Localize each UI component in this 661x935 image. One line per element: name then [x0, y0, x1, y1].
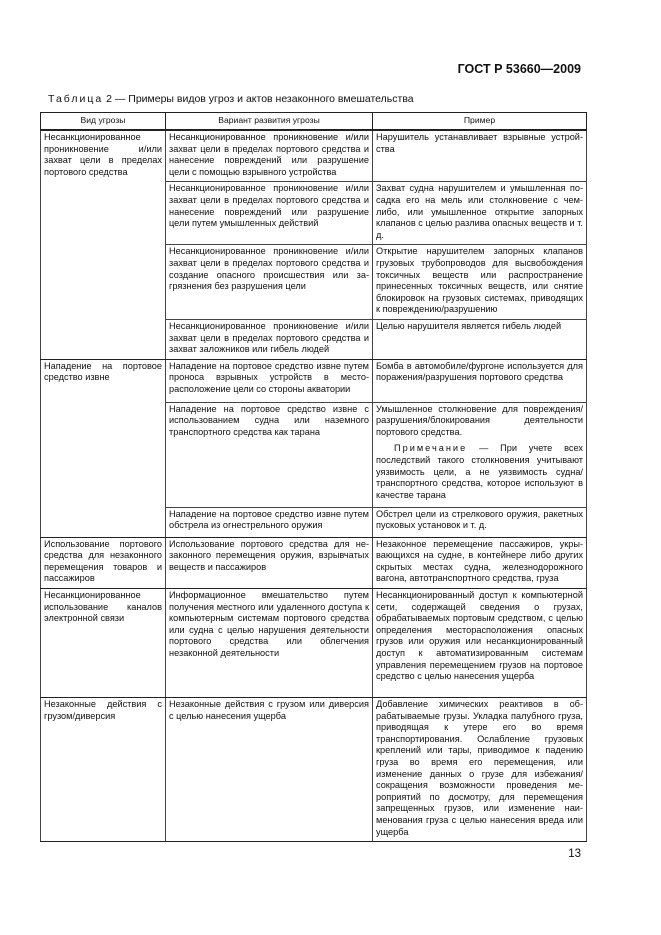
threat-type-cell: Несанкционированное использование каналов электронной связи: [41, 589, 166, 698]
note-text: — При учете всех последствий такого столкновения учитывают уязвимость цели, а не уязвимость судна/транспортного средства, которое используют в качестве тарана: [376, 443, 583, 500]
example-cell: Открытие нарушителем запорных клапанов грузовых трубопроводов для высвобождения токсичных веществ или распространение принесенных токсичных веществ, или снятие блокировок на грузовых системах, приводящих к повреждению/разрушению: [373, 245, 587, 320]
table-caption-label: Таблица: [48, 93, 104, 105]
variant-cell: Несанкционированное проникновение и/или захват цели в пределах портового средства и создание опасного происшествия или загрязнения без разрушения цели: [166, 245, 373, 320]
threat-type-cell: Нападение на портовое средство извне: [41, 359, 166, 537]
example-cell: [373, 402, 587, 507]
standard-designation: ГОСТ Р 53660—2009: [457, 62, 581, 76]
variant-cell: Нападение на портовое средство извне с использованием судна или наземного транспортного средства как тарана: [166, 402, 373, 507]
table-caption-title: — Примеры видов угроз и актов незаконного вмешательства: [114, 93, 414, 105]
example-cell: Обстрел цели из стрелкового оружия, ракетных пусковых установок и т. д.: [373, 507, 587, 537]
example-cell: Несанкционированный доступ к компьютерной сети, содержащей сведения о грузах, обрабатываемых портовым средством, с целью определения месторасположения опасных грузов или оружия или несанкционированный доступ к автоматизированным системам управления перемещением грузов на портовое средство с целью нанесения ущерба: [373, 589, 587, 698]
table-caption: [48, 93, 414, 105]
variant-cell: Нападение на портовое средство извне путем проноса взрывных устройств в месторасположение цели со стороны акватории: [166, 359, 373, 402]
threat-type-cell: Несанкционированное проникновение и/или захват цели в пределах портового средства: [41, 130, 166, 359]
example-cell: Незаконное перемещение пассажиров, укрывающихся на судне, в контейнере либо других скрытых местах судна, железнодорожного вагона, автотранспортного средства, груза: [373, 537, 587, 588]
example-cell: Нарушитель устанавливает взрывные устройства: [373, 130, 587, 182]
threats-table: [40, 112, 587, 842]
variant-cell: Нападение на портовое средство извне путем обстрела из огнестрельного оружия: [166, 507, 373, 537]
variant-cell: Несанкционированное проникновение и/или захват цели в пределах портового средства и нанесение повреждений или разрушение цели с помощью взрывного устройства: [166, 130, 373, 182]
variant-cell: Использование портового средства для незаконного перемещения оружия, взрывчатых веществ и пассажиров: [166, 537, 373, 588]
example-cell: Бомба в автомобиле/фургоне используется для поражения/разрушения портового средства: [373, 359, 587, 402]
example-cell: Захват судна нарушителем и умышленная посадка его на мель или столкновение с чем-либо, или умышленное открытие запорных клапанов с целью разлива опасных веществ и т. д.: [373, 182, 587, 245]
example-cell: Целью нарушителя является гибель людей: [373, 319, 587, 359]
variant-cell: Несанкционированное проникновение и/или захват цели в пределах портового средства и нанесение повреждений или разрушение цели путем умышленных действий: [166, 182, 373, 245]
column-header-example: Пример: [373, 113, 587, 131]
table-row: [41, 698, 587, 842]
page-number: 13: [568, 848, 581, 860]
variant-cell: Несанкционированное проникновение и/или захват цели в пределах портового средства и захват заложников или гибель людей: [166, 319, 373, 359]
table-row: [41, 359, 587, 402]
threat-type-cell: Незаконные действия с грузом/диверсия: [41, 698, 166, 842]
table-header-row: [41, 113, 587, 131]
threat-type-cell: Использование портового средства для незаконного перемещения товаров и пассажиров: [41, 537, 166, 588]
variant-cell: Незаконные действия с грузом или диверсия с целью нанесения ущерба: [166, 698, 373, 842]
column-header-variant: Вариант развития угрозы: [166, 113, 373, 131]
variant-cell: Информационное вмешательство путем получения местного или удаленного доступа к компьютерным системам портового средства или судна с целью нарушения деятельности портового средства или облегчения незаконной деятельности: [166, 589, 373, 698]
column-header-threat-type: Вид угрозы: [41, 113, 166, 131]
table-row: [41, 589, 587, 698]
example-cell: Добавление химических реактивов в обрабатываемые грузы. Укладка палубного груза, приводящая к утере его во время транспортирования. Ослабление грузовых креплений или тары, приводимое к падению груза во время его перемещения, или изменение данных о грузе для избежания/сокращения возможности проведения мероприятий по досмотру, для перемещения запрещенных грузов, или изменение наименования груза с целью нанесения вреда или ущерба: [373, 698, 587, 842]
note: [376, 443, 583, 501]
example-text: Умышленное столкновение для повреждения/разрушения/блокирования деятельности портового средства.: [376, 403, 583, 437]
table-row: [41, 537, 587, 588]
note-label: Примечание: [394, 443, 468, 454]
table-caption-number: 2: [106, 93, 112, 105]
table-row: [41, 130, 587, 182]
